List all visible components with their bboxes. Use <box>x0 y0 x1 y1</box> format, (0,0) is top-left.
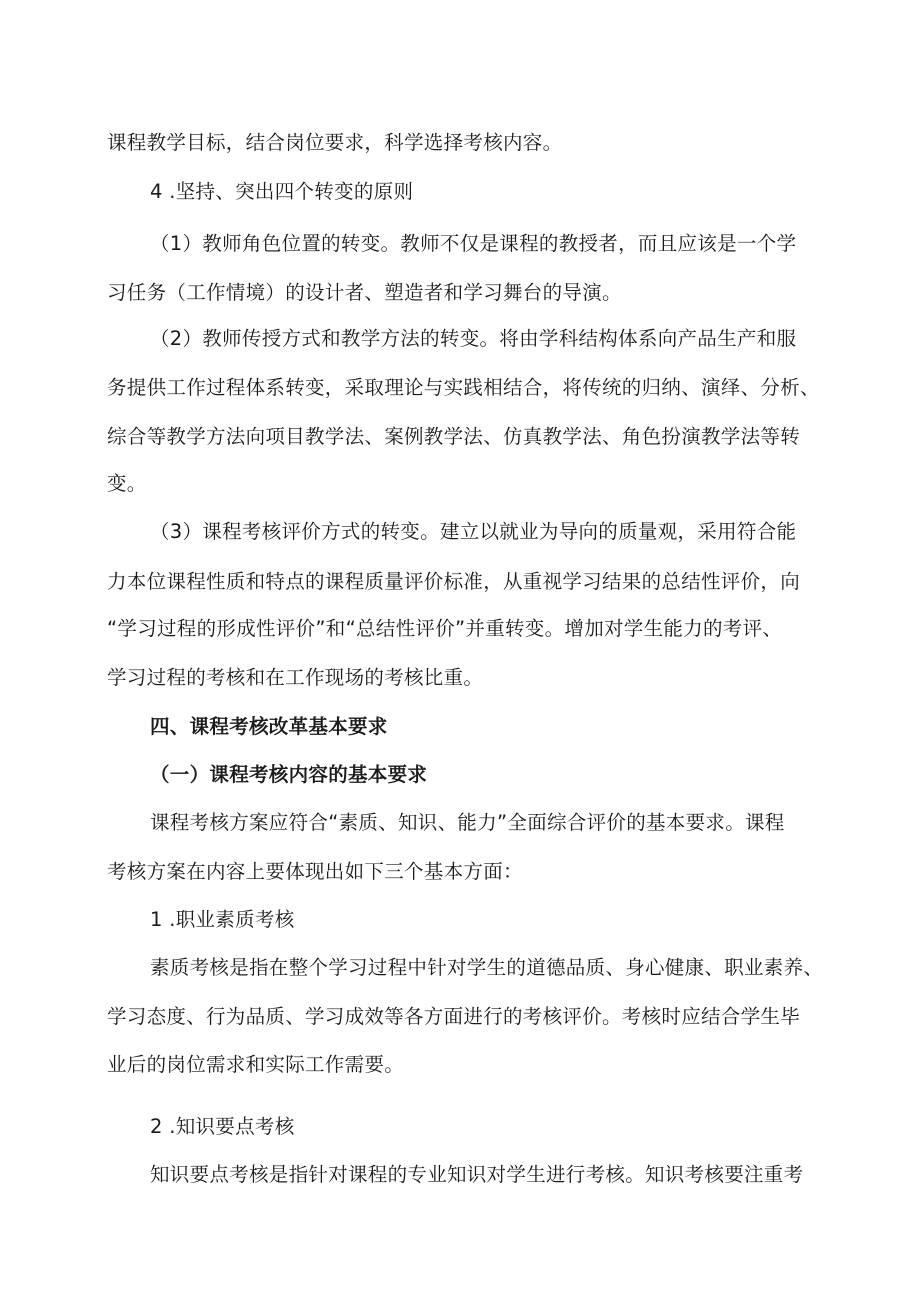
paragraph-line: 务提供工作过程体系转变，采取理论与实践相结合，将传统的归纳、演绎、分析、 <box>107 376 820 399</box>
paragraph-line: 知识要点考核是指针对课程的专业知识对学生进行考核。知识考核要注重考 <box>150 1163 804 1186</box>
paragraph-line: 学习过程的考核和在工作现场的考核比重。 <box>107 666 484 689</box>
paragraph-line: 综合等教学方法向项目教学法、案例教学法、仿真教学法、角色扮演教学法等转 <box>107 425 801 448</box>
paragraph-line: 素质考核是指在整个学习过程中针对学生的道德品质、身心健康、职业素养、 <box>150 956 824 979</box>
section-heading-four: 四、课程考核改革基本要求 <box>150 715 388 738</box>
paragraph-line: （2）教师传授方式和教学方法的转变。将由学科结构体系向产品生产和服 <box>150 327 797 350</box>
paragraph-line: “学习过程的形成性评价”和“总结性评价”并重转变。增加对学生能力的考评、 <box>107 617 783 640</box>
paragraph-line: （1）教师角色位置的转变。教师不仅是课程的教授者，而且应该是一个学 <box>150 232 797 255</box>
paragraph-line: 习任务（工作情境）的设计者、塑造者和学习舞台的导演。 <box>107 281 622 304</box>
paragraph-line: 课程考核方案应符合“素质、知识、能力”全面综合评价的基本要求。课程 <box>150 811 785 834</box>
paragraph-line: 学习态度、行为品质、学习成效等各方面进行的考核评价。考核时应结合学生毕 <box>107 1005 801 1028</box>
paragraph-line: （3）课程考核评价方式的转变。建立以就业为导向的质量观，采用符合能 <box>150 520 797 543</box>
subsection-heading-one: （一）课程考核内容的基本要求 <box>150 763 428 786</box>
paragraph-line: 变。 <box>107 472 147 495</box>
item-heading-1: 1 .职业素质考核 <box>150 908 295 931</box>
section-heading-4: 4 .坚持、突出四个转变的原则 <box>150 180 414 203</box>
paragraph-line: 业后的岗位需求和实际工作需要。 <box>107 1053 405 1076</box>
item-heading-2: 2 .知识要点考核 <box>150 1115 295 1138</box>
paragraph-line: 考核方案在内容上要体现出如下三个基本方面： <box>107 860 523 883</box>
paragraph-line: 课程教学目标，结合岗位要求，科学选择考核内容。 <box>107 131 563 154</box>
paragraph-line: 力本位课程性质和特点的课程质量评价标准，从重视学习结果的总结性评价，向 <box>107 570 801 593</box>
